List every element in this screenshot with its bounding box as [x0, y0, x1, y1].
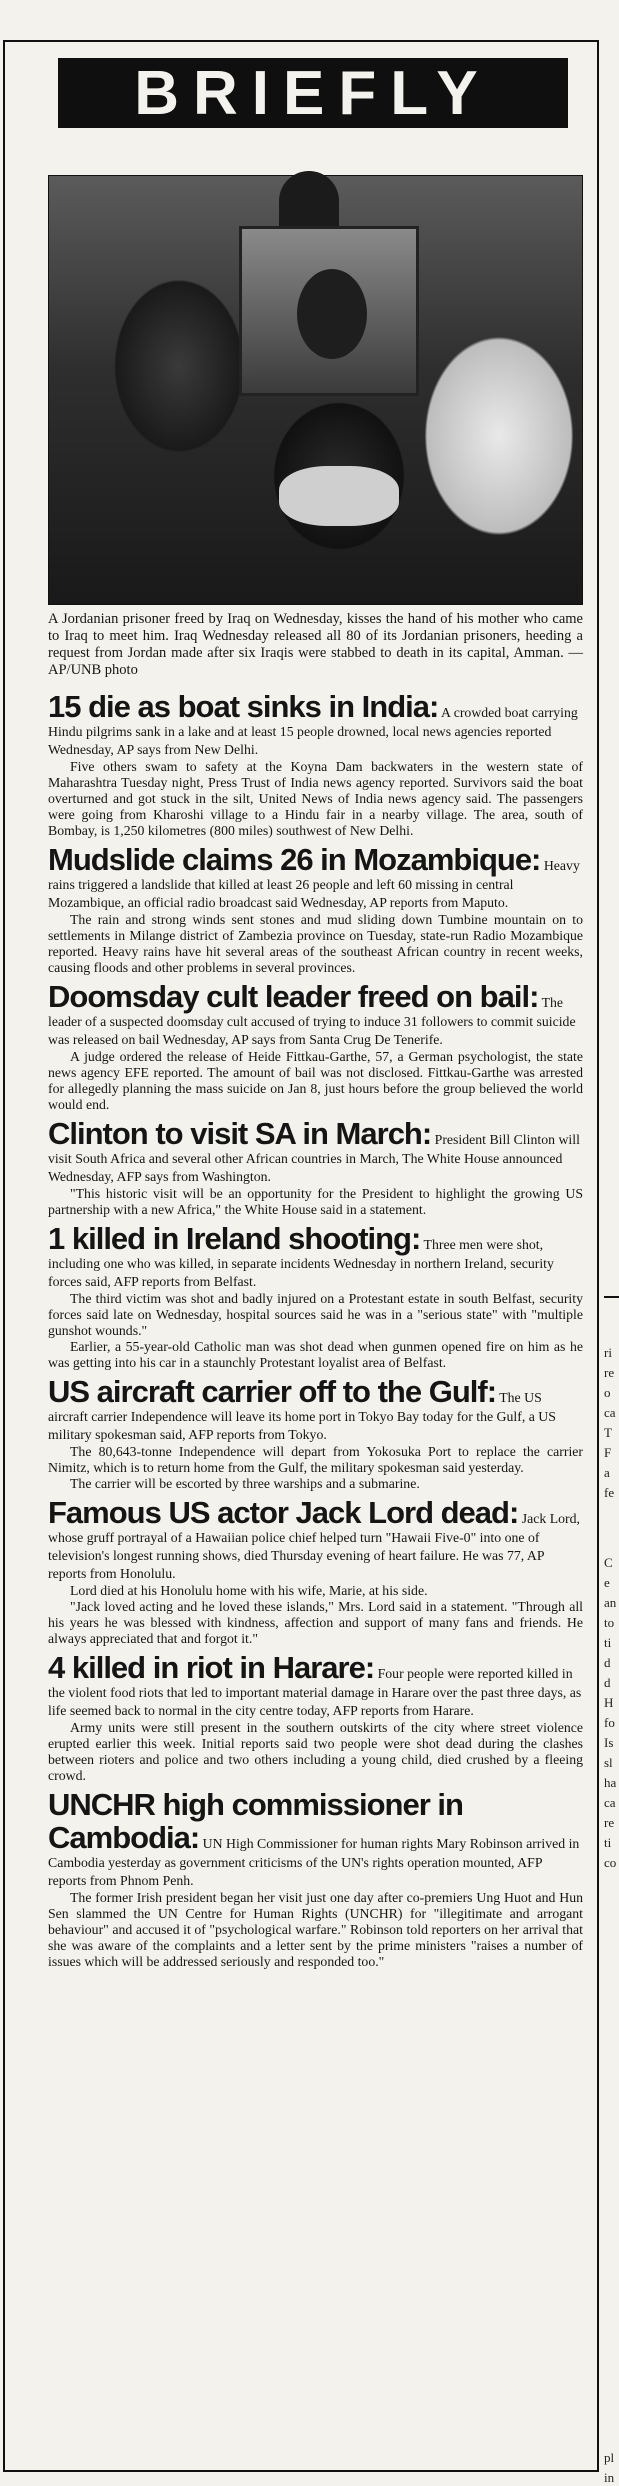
- adjacent-column-edge: [602, 40, 619, 2485]
- adjacent-text-fragment: ca: [604, 1795, 616, 1810]
- adjacent-text-fragment: e: [604, 1575, 610, 1590]
- news-brief: [48, 1651, 583, 1784]
- adjacent-text-fragment: an: [604, 1595, 617, 1610]
- adjacent-text-fragment: fo: [604, 1715, 615, 1730]
- stories-column: [48, 690, 583, 1974]
- news-brief: [48, 1788, 583, 1970]
- brief-lede: Four people were reported killed in the violent food riots that led to important material damage in Harare over the past three days, as life seemed back to normal in the city centre today, AFP reports from Harare.: [48, 1666, 582, 1718]
- brief-headline: Mudslide claims 26 in Mozambique:: [48, 842, 541, 877]
- brief-lead-paragraph: [48, 1375, 583, 1444]
- adjacent-text-fragment: C: [604, 1555, 613, 1570]
- brief-lead-paragraph: [48, 1222, 583, 1291]
- adjacent-text-fragment: o: [604, 1385, 611, 1400]
- brief-lede: The leader of a suspected doomsday cult accused of trying to induce 31 followers to commit suicide was released on bail Wednesday, AP says from Santa Crug De Tenerife.: [48, 995, 576, 1047]
- brief-lede: President Bill Clinton will visit South Africa and several other African countries in March, The White House announced Wednesday, AFP says from Washington.: [48, 1132, 580, 1184]
- adjacent-text-fragment: H: [604, 1695, 614, 1710]
- brief-lead-paragraph: [48, 843, 583, 912]
- brief-lead-paragraph: [48, 690, 583, 759]
- adjacent-text-fragment: pl: [604, 2450, 615, 2465]
- photo-portrait-frame: [239, 226, 419, 396]
- brief-lead-paragraph: [48, 1496, 583, 1583]
- brief-paragraph: Earlier, a 55-year-old Catholic man was shot dead when gunmen opened fire on him as he was getting into his car in a staunchly Protestant loyalist area of Belfast.: [48, 1339, 583, 1370]
- adjacent-column-rule: [604, 1296, 619, 1298]
- brief-headline: 1 killed in Ireland shooting:: [48, 1221, 421, 1256]
- brief-paragraph: "This historic visit will be an opportunity for the President to highlight the growing US partnership with a new Africa," the White House said in a statement.: [48, 1186, 583, 1217]
- brief-headline: Clinton to visit SA in March:: [48, 1116, 432, 1151]
- brief-headline: 4 killed in riot in Harare:: [48, 1650, 375, 1685]
- news-brief: [48, 843, 583, 976]
- adjacent-text-fragment: ti: [604, 1835, 612, 1850]
- brief-headline: Famous US actor Jack Lord dead:: [48, 1495, 519, 1530]
- adjacent-text-fragment: ri: [604, 1345, 612, 1360]
- section-masthead: BRIEFLY: [58, 58, 568, 128]
- adjacent-text-fragment: ca: [604, 1405, 616, 1420]
- adjacent-text-fragment: a: [604, 1465, 610, 1480]
- news-brief: [48, 1496, 583, 1647]
- brief-lede: UN High Commissioner for human rights Mary Robinson arrived in Cambodia yesterday as government criticisms of the UN's rights operation mounted, AFP reports from Phnom Penh.: [48, 1836, 580, 1888]
- adjacent-text-fragment: ha: [604, 1775, 617, 1790]
- photo-hand: [279, 466, 399, 526]
- adjacent-text-fragment: d: [604, 1655, 611, 1670]
- brief-paragraph: Army units were still present in the southern outskirts of the city where street violence erupted earlier this week. Initial reports said two people were shot dead during the clashes between rioters and police and two others including a young child, died crushed by a fleeing crowd.: [48, 1720, 583, 1783]
- news-brief: [48, 1117, 583, 1218]
- adjacent-text-fragment: re: [604, 1365, 615, 1380]
- news-brief: [48, 690, 583, 839]
- brief-paragraph: Lord died at his Honolulu home with his wife, Marie, at his side.: [70, 1583, 428, 1598]
- brief-headline: UNCHR high commissioner in Cambodia:: [48, 1787, 463, 1855]
- brief-headline: Doomsday cult leader freed on bail:: [48, 979, 539, 1014]
- news-brief: [48, 1222, 583, 1371]
- brief-lede: The US aircraft carrier Independence will leave its home port in Tokyo Bay today for the Gulf, a US military spokesman said, AFP reports from Tokyo.: [48, 1390, 556, 1442]
- brief-paragraph: Five others swam to safety at the Koyna Dam backwaters in the western state of Maharashtra Tuesday night, Press Trust of India news agency reported. Survivors said the boat overturned and got stuck in the silt, United News of India news agency said. The passengers were going from Kharoshi village to a Hindu fair in a nearby village. The area, south of Bombay, is 1,250 kilometres (800 miles) southwest of New Delhi.: [48, 759, 583, 838]
- adjacent-text-fragment: co: [604, 1855, 617, 1870]
- adjacent-text-fragment: in: [604, 2470, 615, 2485]
- adjacent-text-fragment: ti: [604, 1635, 612, 1650]
- brief-lede: Jack Lord, whose gruff portrayal of a Hawaiian police chief helped turn "Hawaii Five-0" into one of television's longest running shows, died Thursday evening of heart failure. He was 77, AP reports from Honolulu.: [48, 1511, 580, 1581]
- news-brief: [48, 980, 583, 1113]
- brief-headline: US aircraft carrier off to the Gulf:: [48, 1374, 497, 1409]
- adjacent-text-fragment: Is: [604, 1735, 614, 1750]
- news-photo: [48, 175, 583, 605]
- brief-paragraph: The rain and strong winds sent stones and mud sliding down Tumbine mountain on to settlements in Milange district of Zambezia province on Tuesday, state-run Radio Mozambique reported. Heavy rains have hit several areas of the southeast African country in recent weeks, causing floods and other problems in several provinces.: [48, 912, 583, 975]
- brief-lede: A crowded boat carrying Hindu pilgrims sank in a lake and at least 15 people drowned, local news agencies reported Wednesday, AP says from New Delhi.: [48, 705, 578, 757]
- news-brief: [48, 1375, 583, 1492]
- brief-paragraph: The carrier will be escorted by three warships and a submarine.: [70, 1476, 420, 1491]
- brief-paragraph: The third victim was shot and badly injured on a Protestant estate in south Belfast, security forces said late on Wednesday, hospital sources said he was in a "serious state" with "multiple gunshot wounds.": [48, 1291, 583, 1338]
- brief-lede: Heavy rains triggered a landslide that killed at least 26 people and left 60 missing in central Mozambique, an official radio broadcast said Wednesday, AP reports from Maputo.: [48, 858, 580, 910]
- photo-caption: A Jordanian prisoner freed by Iraq on Wednesday, kisses the hand of his mother who came to Iraq to meet him. Iraq Wednesday released all 80 of its Jordanian prisoners, heeding a request from Jordan made after six Iraqis were stabbed to death in its capital, Amman. — AP/UNB photo: [48, 611, 583, 678]
- brief-lede: Three men were shot, including one who was killed, in separate incidents Wednesday in northern Ireland, security forces said, AFP reports from Belfast.: [48, 1237, 554, 1289]
- brief-paragraph: The former Irish president began her visit just one day after co-premiers Ung Huot and Hun Sen slammed the UN Centre for Human Rights (UNCHR) for "illegitimate and arrogant behaviour" and accused it of "psychological warfare." Robinson told reporters on her arrival that she was aware of the complaints and a letter sent by the prime ministers "raises a number of issues which will be addressed seriously and responded too.": [48, 1890, 583, 1969]
- adjacent-text-fragment: re: [604, 1815, 615, 1830]
- brief-lead-paragraph: [48, 1117, 583, 1186]
- adjacent-text-fragment: fe: [604, 1485, 615, 1500]
- brief-paragraph: "Jack loved acting and he loved these islands," Mrs. Lord said in a statement. "Through all his years he was blessed with kindness, affection and support of many fans and friends. He always appreciated that and forgot it.": [48, 1599, 583, 1646]
- brief-headline: 15 die as boat sinks in India:: [48, 689, 439, 724]
- brief-paragraph: A judge ordered the release of Heide Fittkau-Garthe, 57, a German psychologist, the state news agency EFE reported. The amount of bail was not disclosed. Fittkau-Garthe was arrested for allegedly planning the mass suicide on Jan 8, just hours before the group believed the world would end.: [48, 1049, 583, 1112]
- brief-lead-paragraph: [48, 1788, 583, 1890]
- adjacent-text-fragment: to: [604, 1615, 615, 1630]
- brief-paragraph: The 80,643-tonne Independence will depart from Yokosuka Port to replace the carrier Nimitz, which is to return home from the Gulf, the military spokesman said yesterday.: [48, 1444, 583, 1475]
- brief-lead-paragraph: [48, 980, 583, 1049]
- adjacent-text-fragment: d: [604, 1675, 611, 1690]
- brief-lead-paragraph: [48, 1651, 583, 1720]
- adjacent-text-fragment: T: [604, 1425, 612, 1440]
- adjacent-text-fragment: sl: [604, 1755, 613, 1770]
- adjacent-text-fragment: F: [604, 1445, 612, 1460]
